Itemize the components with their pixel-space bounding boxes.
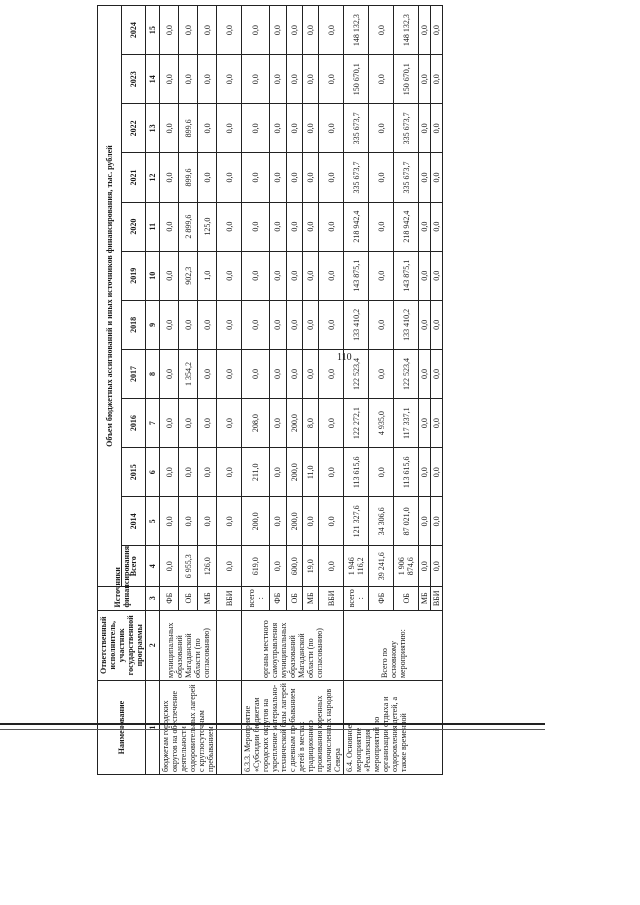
value-cell: 0,0 [319, 6, 344, 55]
value-cell: 0,0 [319, 153, 344, 202]
value-cell: 0,0 [431, 300, 443, 349]
value-cell: 0,0 [286, 349, 302, 398]
value-cell: 0,0 [319, 497, 344, 546]
value-cell: 0,0 [431, 104, 443, 153]
section1-executor: муниципальных образований Магаданской области (по согласованию) [160, 610, 217, 680]
value-cell: 39 241,6 [369, 546, 394, 587]
value-cell: 125,0 [198, 202, 217, 251]
header-year: 2018 [122, 300, 146, 349]
value-cell: 4 935,0 [369, 399, 394, 448]
value-cell: 0,0 [431, 6, 443, 55]
value-cell: 0,0 [217, 448, 242, 497]
value-cell: 0,0 [198, 104, 217, 153]
source-cell: ОБ [286, 587, 302, 610]
value-cell: 0,0 [242, 104, 270, 153]
value-cell: 0,0 [419, 497, 431, 546]
value-cell: 0,0 [319, 55, 344, 104]
value-cell: 0,0 [270, 104, 286, 153]
value-cell: 122 523,4 [394, 349, 419, 398]
value-cell: 0,0 [160, 546, 179, 587]
value-cell: 19,0 [302, 546, 318, 587]
value-cell: 0,0 [242, 300, 270, 349]
value-cell: 0,0 [179, 399, 198, 448]
col-number: 14 [146, 55, 160, 104]
table-row [217, 6, 242, 775]
source-cell: МБ [419, 587, 431, 610]
value-cell: 117 337,1 [394, 399, 419, 448]
value-cell: 0,0 [217, 349, 242, 398]
header-year: 2016 [122, 399, 146, 448]
value-cell: 0,0 [270, 153, 286, 202]
header-year: 2015 [122, 448, 146, 497]
col-number: 2 [146, 610, 160, 680]
section2-name: 6.3.3. Мероприятие «Субсидии бюджетам городских округов на укрепление материально-технической базы лагерей с дневным пребыванием детей в местах традиционного проживания коренных малочисленных народов Севера [242, 681, 344, 775]
value-cell: 0,0 [179, 497, 198, 546]
value-cell: 0,0 [302, 6, 318, 55]
value-cell: 0,0 [286, 55, 302, 104]
value-cell: 0,0 [198, 349, 217, 398]
col-number: 12 [146, 153, 160, 202]
value-cell: 0,0 [302, 349, 318, 398]
value-cell: 0,0 [270, 6, 286, 55]
value-cell: 133 410,2 [394, 300, 419, 349]
source-cell: ВБИ [319, 587, 344, 610]
value-cell: 0,0 [419, 448, 431, 497]
table-row [160, 6, 179, 775]
value-cell: 0,0 [217, 153, 242, 202]
header-funding: Объем бюджетных ассигнований и иных источников финансирования, тыс. рублей [98, 6, 122, 587]
value-cell: 143 875,1 [394, 251, 419, 300]
value-cell: 0,0 [302, 251, 318, 300]
col-number: 9 [146, 300, 160, 349]
value-cell: 0,0 [319, 202, 344, 251]
source-cell: МБ [302, 587, 318, 610]
value-cell: 0,0 [198, 153, 217, 202]
source-cell: ОБ [394, 587, 419, 610]
value-cell: 122 272,1 [344, 399, 369, 448]
value-cell: 0,0 [369, 6, 394, 55]
value-cell: 148 132,3 [344, 6, 369, 55]
value-cell: 899,6 [179, 104, 198, 153]
value-cell: 200,0 [242, 497, 270, 546]
value-cell: 0,0 [431, 546, 443, 587]
value-cell: 0,0 [419, 300, 431, 349]
value-cell: 0,0 [419, 153, 431, 202]
value-cell: 0,0 [286, 104, 302, 153]
value-cell: 0,0 [160, 399, 179, 448]
value-cell: 0,0 [242, 251, 270, 300]
value-cell: 0,0 [369, 448, 394, 497]
value-cell: 0,0 [179, 6, 198, 55]
value-cell: 0,0 [302, 153, 318, 202]
value-cell: 143 875,1 [344, 251, 369, 300]
value-cell: 0,0 [270, 546, 286, 587]
value-cell: 0,0 [160, 448, 179, 497]
value-cell: 0,0 [198, 55, 217, 104]
value-cell: 0,0 [160, 104, 179, 153]
value-cell: 0,0 [419, 546, 431, 587]
value-cell: 0,0 [242, 153, 270, 202]
section3-executor: Всего по основному мероприятию: [344, 610, 443, 680]
value-cell: 0,0 [369, 153, 394, 202]
value-cell: 0,0 [319, 546, 344, 587]
value-cell: 0,0 [369, 104, 394, 153]
value-cell: 0,0 [198, 497, 217, 546]
value-cell: 218 942,4 [394, 202, 419, 251]
value-cell: 0,0 [319, 104, 344, 153]
header-year: 2017 [122, 349, 146, 398]
value-cell: 0,0 [198, 6, 217, 55]
value-cell: 211,0 [242, 448, 270, 497]
section3-body [344, 6, 443, 775]
header-year: 2024 [122, 6, 146, 55]
value-cell: 0,0 [431, 448, 443, 497]
value-cell: 0,0 [270, 251, 286, 300]
value-cell: 0,0 [270, 399, 286, 448]
source-cell: ВБИ [217, 587, 242, 610]
value-cell: 34 306,6 [369, 497, 394, 546]
value-cell: 0,0 [419, 202, 431, 251]
value-cell: 113 615,6 [394, 448, 419, 497]
section1-name-cont [217, 681, 242, 775]
value-cell: 0,0 [217, 202, 242, 251]
value-cell: 113 615,6 [344, 448, 369, 497]
col-number: 13 [146, 104, 160, 153]
value-cell: 208,0 [242, 399, 270, 448]
value-cell: 8,0 [302, 399, 318, 448]
value-cell: 0,0 [369, 349, 394, 398]
value-cell: 0,0 [431, 202, 443, 251]
header-name: Наименование [98, 681, 146, 775]
value-cell: 0,0 [217, 55, 242, 104]
value-cell: 133 410,2 [344, 300, 369, 349]
col-number: 15 [146, 6, 160, 55]
header-year: 2021 [122, 153, 146, 202]
value-cell: 0,0 [270, 55, 286, 104]
value-cell: 0,0 [286, 153, 302, 202]
value-cell: 0,0 [179, 55, 198, 104]
header-executor: Ответственный исполнитель, участник государственной программы [98, 610, 146, 680]
value-cell: 619,0 [242, 546, 270, 587]
section2-executor: органы местного самоуправления муниципальных образований Магаданской области (по согласованию) [242, 610, 344, 680]
scan-edge-line [0, 723, 545, 725]
source-cell: ФБ [369, 587, 394, 610]
value-cell: 0,0 [160, 6, 179, 55]
funding-table [97, 5, 443, 775]
value-cell: 0,0 [302, 497, 318, 546]
value-cell: 899,6 [179, 153, 198, 202]
value-cell: 0,0 [160, 202, 179, 251]
value-cell: 148 132,3 [394, 6, 419, 55]
header-year: 2019 [122, 251, 146, 300]
value-cell: 2 899,6 [179, 202, 198, 251]
value-cell: 0,0 [242, 349, 270, 398]
header-year: 2014 [122, 497, 146, 546]
value-cell: 0,0 [369, 55, 394, 104]
value-cell: 0,0 [431, 349, 443, 398]
value-cell: 902,3 [179, 251, 198, 300]
value-cell: 1 354,2 [179, 349, 198, 398]
value-cell: 0,0 [179, 300, 198, 349]
value-cell: 87 021,0 [394, 497, 419, 546]
col-number: 4 [146, 546, 160, 587]
value-cell: 0,0 [286, 202, 302, 251]
section1-body [160, 6, 242, 775]
value-cell: 0,0 [302, 55, 318, 104]
value-cell: 0,0 [431, 153, 443, 202]
value-cell: 0,0 [160, 153, 179, 202]
value-cell: 0,0 [419, 399, 431, 448]
section1-name: бюджетам городских округов на обеспечение деятельности оздоровительных лагерей с круглосуточным пребыванием [160, 681, 217, 775]
value-cell: 0,0 [217, 6, 242, 55]
value-cell: 0,0 [431, 251, 443, 300]
value-cell: 335 673,7 [394, 153, 419, 202]
value-cell: 0,0 [431, 497, 443, 546]
header-year: 2022 [122, 104, 146, 153]
value-cell: 0,0 [319, 448, 344, 497]
col-number: 10 [146, 251, 160, 300]
value-cell: 0,0 [431, 399, 443, 448]
source-cell: МБ [198, 587, 217, 610]
source-cell: ВБИ [431, 587, 443, 610]
value-cell: 0,0 [369, 300, 394, 349]
value-cell: 0,0 [217, 104, 242, 153]
value-cell: 0,0 [369, 202, 394, 251]
value-cell: 600,0 [286, 546, 302, 587]
value-cell: 0,0 [160, 251, 179, 300]
value-cell: 0,0 [270, 300, 286, 349]
value-cell: 218 942,4 [344, 202, 369, 251]
value-cell: 0,0 [270, 202, 286, 251]
value-cell: 0,0 [217, 399, 242, 448]
value-cell: 200,0 [286, 497, 302, 546]
value-cell: 0,0 [160, 300, 179, 349]
value-cell: 0,0 [419, 349, 431, 398]
value-cell: 0,0 [198, 300, 217, 349]
source-cell: всего : [242, 587, 270, 610]
value-cell: 200,0 [286, 399, 302, 448]
value-cell: 150 670,1 [394, 55, 419, 104]
value-cell: 0,0 [217, 300, 242, 349]
value-cell: 0,0 [369, 251, 394, 300]
value-cell: 0,0 [302, 202, 318, 251]
source-cell: ОБ [179, 587, 198, 610]
header-total: Всего [122, 546, 146, 587]
value-cell: 6 955,3 [179, 546, 198, 587]
table-row [242, 6, 270, 775]
value-cell: 0,0 [160, 497, 179, 546]
table-row [344, 6, 369, 775]
value-cell: 0,0 [270, 349, 286, 398]
value-cell: 0,0 [431, 55, 443, 104]
value-cell: 0,0 [217, 251, 242, 300]
value-cell: 0,0 [160, 349, 179, 398]
value-cell: 0,0 [302, 104, 318, 153]
value-cell: 0,0 [319, 399, 344, 448]
value-cell: 0,0 [242, 202, 270, 251]
scan-edge-line-thin [0, 729, 545, 730]
value-cell: 150 670,1 [344, 55, 369, 104]
value-cell: 0,0 [319, 251, 344, 300]
header-year: 2020 [122, 202, 146, 251]
value-cell: 0,0 [160, 55, 179, 104]
value-cell: 0,0 [198, 399, 217, 448]
col-number: 11 [146, 202, 160, 251]
value-cell: 126,0 [198, 546, 217, 587]
value-cell: 0,0 [319, 349, 344, 398]
value-cell: 335 673,7 [344, 104, 369, 153]
section3-name: 6.4. Основное мероприятие «Реализация мероприятий по организации отдыха и оздоровления детей, а также временной [344, 681, 443, 775]
col-number: 8 [146, 349, 160, 398]
value-cell: 0,0 [419, 251, 431, 300]
value-cell: 0,0 [198, 448, 217, 497]
value-cell: 0,0 [286, 6, 302, 55]
source-cell: всего : [344, 587, 369, 610]
value-cell: 0,0 [179, 448, 198, 497]
value-cell: 0,0 [217, 497, 242, 546]
value-cell: 335 673,7 [344, 153, 369, 202]
value-cell: 0,0 [242, 55, 270, 104]
value-cell: 0,0 [419, 55, 431, 104]
value-cell: 0,0 [270, 448, 286, 497]
value-cell: 0,0 [419, 6, 431, 55]
value-cell: 335 673,7 [394, 104, 419, 153]
col-number: 7 [146, 399, 160, 448]
header-year: 2023 [122, 55, 146, 104]
source-cell: ФБ [270, 587, 286, 610]
value-cell: 200,0 [286, 448, 302, 497]
value-cell: 11,0 [302, 448, 318, 497]
col-number: 6 [146, 448, 160, 497]
value-cell: 0,0 [286, 300, 302, 349]
value-cell: 122 523,4 [344, 349, 369, 398]
col-number: 5 [146, 497, 160, 546]
col-number: 3 [146, 587, 160, 610]
source-cell: ФБ [160, 587, 179, 610]
value-cell: 0,0 [419, 104, 431, 153]
value-cell: 0,0 [270, 497, 286, 546]
value-cell: 121 327,6 [344, 497, 369, 546]
section1-executor-cont [217, 610, 242, 680]
header-source: Источники финансирования [98, 587, 146, 610]
value-cell: 0,0 [242, 6, 270, 55]
section2-body [242, 6, 344, 775]
rotated-table-container [97, 5, 561, 775]
value-cell: 0,0 [302, 300, 318, 349]
value-cell: 1 906 874,6 [394, 546, 419, 587]
page-number: 110 [337, 352, 352, 363]
value-cell: 0,0 [217, 546, 242, 587]
value-cell: 0,0 [286, 251, 302, 300]
value-cell: 1,0 [198, 251, 217, 300]
value-cell: 1 946 116,2 [344, 546, 369, 587]
col-number: 1 [146, 681, 160, 775]
value-cell: 0,0 [319, 300, 344, 349]
